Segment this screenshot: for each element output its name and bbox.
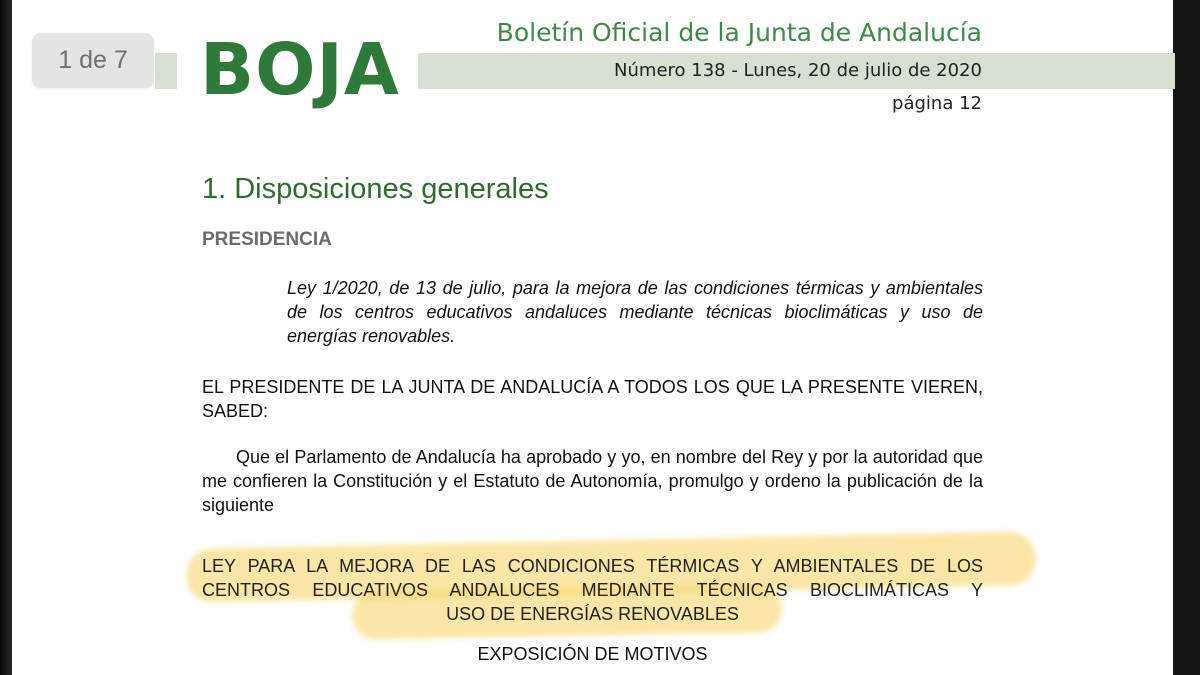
page-counter-badge: 1 de 7 xyxy=(32,33,154,88)
law-heading-line: USO DE ENERGÍAS RENOVABLES xyxy=(446,604,739,624)
viewer-edge xyxy=(0,0,12,675)
motives-heading: EXPOSICIÓN DE MOTIVOS xyxy=(477,644,708,664)
department-heading: PRESIDENCIA xyxy=(202,229,332,250)
header-band-left xyxy=(155,53,177,89)
viewer-background xyxy=(1173,0,1200,675)
issue-info: Número 138 - Lunes, 20 de julio de 2020 xyxy=(614,60,982,81)
boja-logo: BOJA xyxy=(200,28,400,111)
law-heading-line: CENTROS EDUCATIVOS ANDALUCES MEDIANTE TÉCNICAS BIOCLIMÁTICAS Y xyxy=(202,580,983,600)
decree-text: EL PRESIDENTE DE LA JUNTA DE ANDALUCÍA A TODOS LOS QUE LA PRESENTE VIEREN, SABED: xyxy=(202,377,983,421)
page-number: página 12 xyxy=(892,93,982,114)
promulgation-text: Que el Parlamento de Andalucía ha aprobado y yo, en nombre del Rey y por la autoridad que me confieren la Constitución y el Estatuto de Autonomía, promulgo y ordeno la publicación de la siguiente xyxy=(202,447,983,515)
law-heading-line: LEY PARA LA MEJORA DE LAS CONDICIONES TÉRMICAS Y AMBIENTALES DE LOS xyxy=(202,556,983,576)
law-summary: Ley 1/2020, de 13 de julio, para la mejora de las condiciones térmicas y ambientales de los centros educativos andaluces mediante técnicas bioclimáticas y uso de energías renovables. xyxy=(287,278,983,346)
section-title: 1. Disposiciones generales xyxy=(202,173,549,205)
bulletin-title: Boletín Oficial de la Junta de Andalucía xyxy=(496,18,982,47)
law-heading xyxy=(202,554,983,626)
